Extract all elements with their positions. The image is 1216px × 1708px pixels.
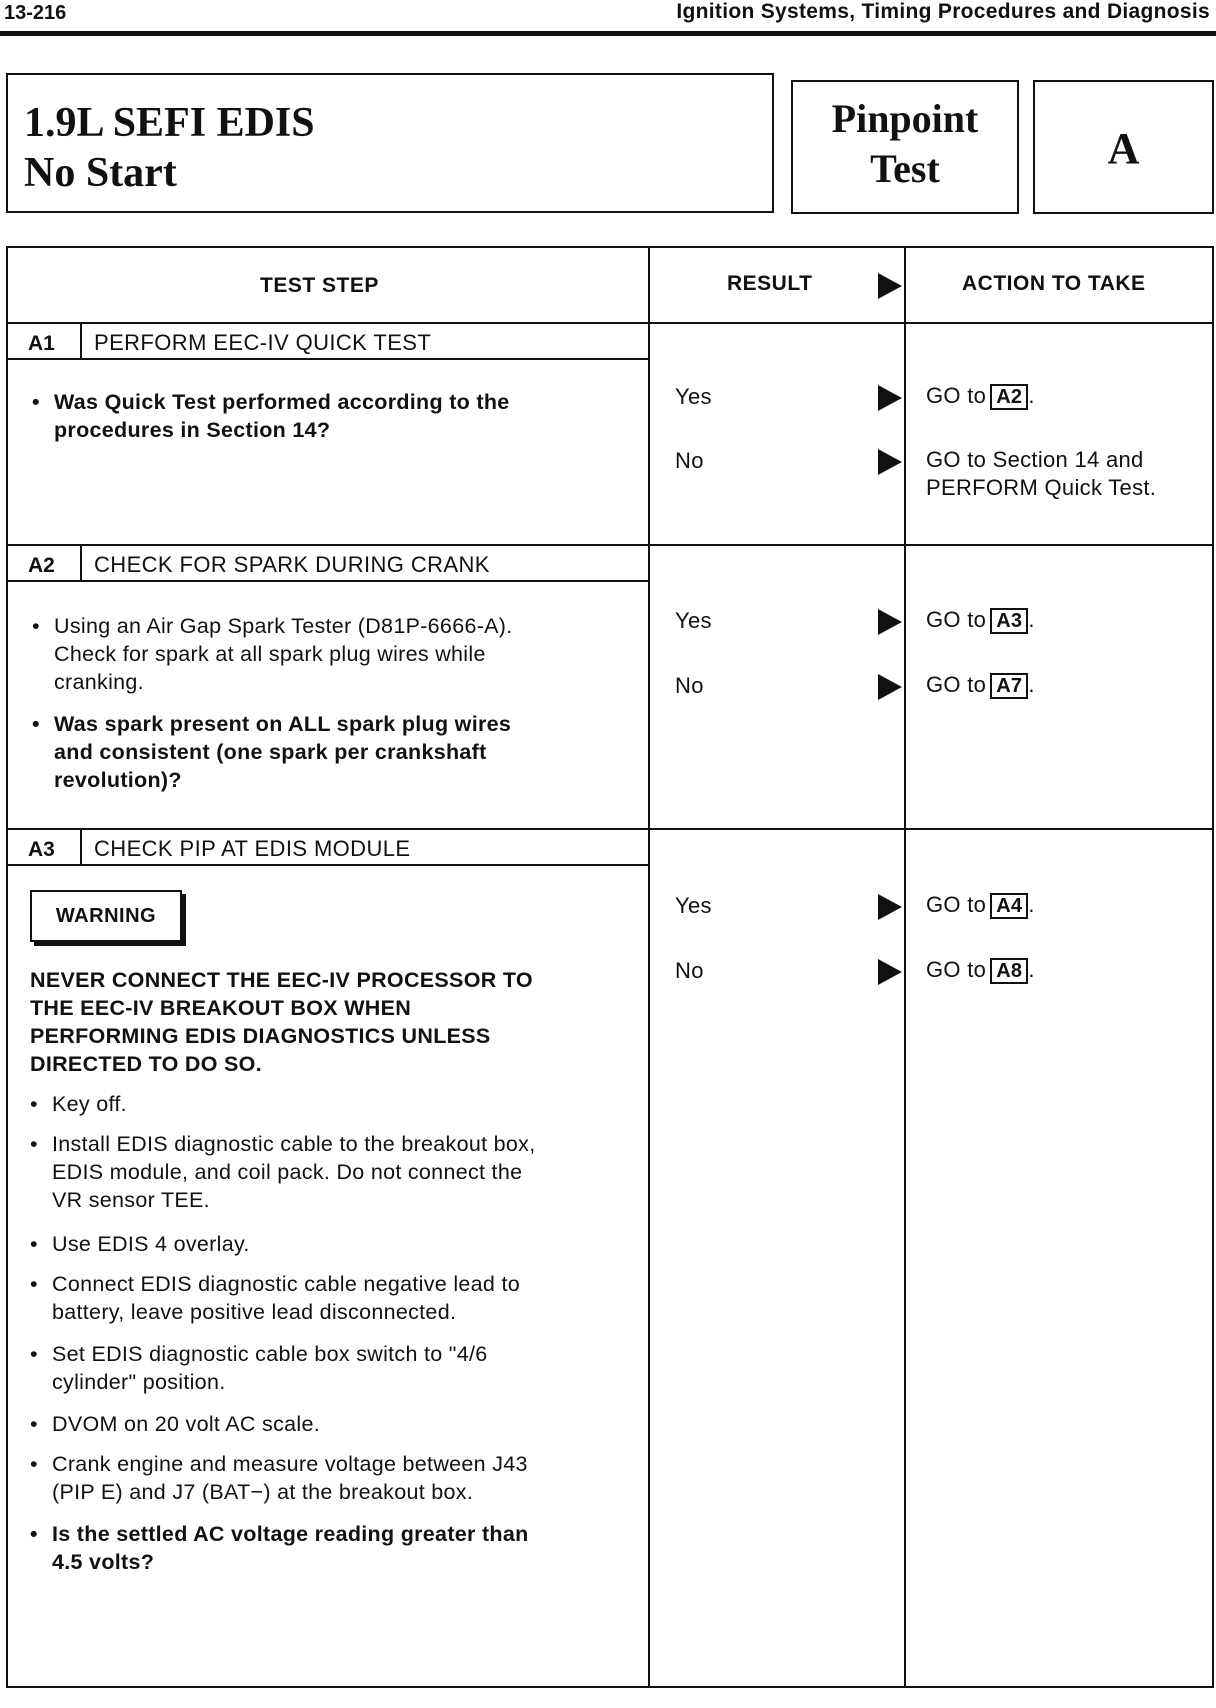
arrow-icon [878, 449, 902, 475]
step-id-a2: A2 [28, 554, 55, 577]
step-a2-instruction: • Using an Air Gap Spark Tester (D81P-6666-A). Check for spark at all spark plug wires while cranking. [54, 612, 513, 696]
title-engine: 1.9L SEFI EDIS [24, 100, 315, 146]
action-a3-yes: GO to A4 . [926, 892, 1035, 917]
ref-a7: A7 [990, 673, 1028, 699]
list-item: • DVOM on 20 volt AC scale. [52, 1410, 320, 1438]
step-id-a3: A3 [28, 838, 55, 861]
step-a3-question: • Is the settled AC voltage reading greater than 4.5 volts? [52, 1520, 529, 1576]
result-no: No [675, 673, 704, 698]
ref-a8: A8 [990, 958, 1028, 984]
arrow-icon [878, 894, 902, 920]
list-item: • Crank engine and measure voltage between J43 (PIP E) and J7 (BAT−) at the breakout box. [52, 1450, 528, 1506]
warning-badge: WARNING [30, 890, 182, 942]
action-a3-no: GO to A8 . [926, 957, 1035, 982]
list-item: • Connect EDIS diagnostic cable negative lead to battery, leave positive lead disconnected. [52, 1270, 520, 1326]
step-a2-question: • Was spark present on ALL spark plug wires and consistent (one spark per crankshaft revolution)? [54, 710, 511, 794]
list-item: • Set EDIS diagnostic cable box switch to "4/6 cylinder" position. [52, 1340, 488, 1396]
step-title-a2: CHECK FOR SPARK DURING CRANK [94, 552, 490, 577]
list-item: • Key off. [52, 1090, 127, 1118]
title-symptom: No Start [24, 150, 177, 196]
action-a1-no: GO to Section 14 and PERFORM Quick Test. [926, 447, 1157, 500]
test-letter-box: A [1033, 80, 1214, 214]
step-a1-question: • Was Quick Test performed according to the procedures in Section 14? [54, 388, 510, 444]
header-rule [0, 31, 1216, 36]
result-no: No [675, 448, 704, 473]
pinpoint-test-box [791, 80, 1019, 214]
ref-a4: A4 [990, 893, 1028, 919]
action-a2-yes: GO to A3 . [926, 607, 1035, 632]
warning-text: NEVER CONNECT THE EEC-IV PROCESSOR TO THE EEC-IV BREAKOUT BOX WHEN PERFORMING EDIS DIAGNOSTICS UNLESS DIRECTED TO DO SO. [30, 968, 533, 1076]
action-a1-yes: GO to A2 . [926, 383, 1035, 408]
arrow-icon [878, 609, 902, 635]
ref-a2: A2 [990, 384, 1028, 410]
pinpoint-label: Pinpoint [831, 96, 979, 141]
col-header-action: ACTION TO TAKE [962, 272, 1146, 295]
section-title: Ignition Systems, Timing Procedures and Diagnosis [676, 0, 1210, 23]
result-no: No [675, 958, 704, 983]
result-yes: Yes [675, 384, 712, 409]
result-yes: Yes [675, 608, 712, 633]
result-arrow-icon [878, 273, 902, 299]
list-item: • Install EDIS diagnostic cable to the breakout box, EDIS module, and coil pack. Do not connect the VR sensor TEE. [52, 1130, 536, 1214]
col-header-result: RESULT [727, 272, 813, 295]
step-title-a1: PERFORM EEC-IV QUICK TEST [94, 330, 432, 355]
result-yes: Yes [675, 893, 712, 918]
arrow-icon [878, 959, 902, 985]
step-id-a1: A1 [28, 332, 55, 355]
ref-a3: A3 [990, 608, 1028, 634]
col-header-test-step: TEST STEP [260, 274, 379, 297]
action-a2-no: GO to A7 . [926, 672, 1035, 697]
page-number: 13-216 [4, 2, 67, 24]
arrow-icon [878, 674, 902, 700]
test-label: Test [870, 146, 940, 191]
list-item: • Use EDIS 4 overlay. [52, 1230, 250, 1258]
step-title-a3: CHECK PIP AT EDIS MODULE [94, 836, 411, 861]
title-box [6, 73, 774, 213]
arrow-icon [878, 385, 902, 411]
